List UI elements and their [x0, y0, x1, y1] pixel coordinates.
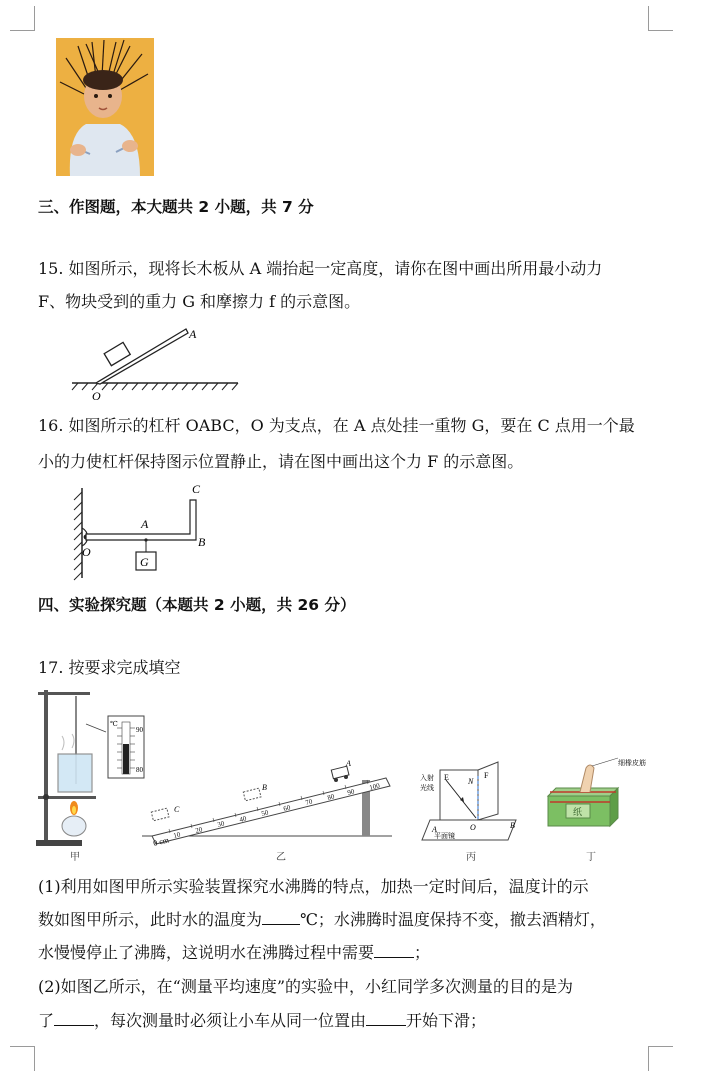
q16-label-g: G: [140, 555, 149, 569]
fig-jia-caption: 甲: [70, 852, 80, 863]
answer-blank-start-state[interactable]: [366, 1011, 406, 1026]
crop-mark-top-right: [648, 6, 673, 31]
fig-yi-label-b: B: [262, 783, 267, 792]
q17-p1-line-3: [38, 943, 430, 963]
q16-text-line-1: 16. 如图所示的杠杆 OABC，O 为支点，在 A 点处挂一重物 G，要在 C 点用一个最: [38, 416, 635, 435]
q17-p1-line-2: [38, 910, 606, 930]
fig-yi-label-c: C: [174, 805, 180, 814]
q16-text-line-2: 小的力使杠杆保持图示位置静止，请在图中画出这个力 F 的示意图。: [38, 452, 524, 471]
fig-bing-mirror: 平面镜: [434, 832, 455, 840]
q17-p1-line-2-a: 数如图甲所示，此时水的温度为: [38, 910, 263, 929]
q17-p2-line-2: [38, 1011, 486, 1031]
ruler-tick-100: 100: [368, 781, 381, 792]
child-static-hair-photo: [56, 38, 154, 176]
ruler-tick-10: 10: [172, 830, 182, 840]
section-4-heading: 四、实验探究题（本题共 2 小题，共 26 分）: [38, 596, 356, 614]
crop-mark-top-left: [10, 6, 35, 31]
answer-blank-boiling-requirement[interactable]: [374, 943, 414, 958]
ruler-tick-40: 40: [238, 814, 248, 824]
fig-bing-label-n: N: [468, 777, 474, 786]
q17-p2-line-2-b: ，每次测量时必须让小车从同一位置由: [94, 1011, 367, 1030]
q17-p1-line-1: (1)利用如图甲所示实验装置探究水沸腾的特点，加热一定时间后，温度计的示: [38, 877, 589, 896]
fig-bing-caption: 丙: [466, 852, 476, 863]
q17-fig-bing-reflection: [416, 756, 528, 864]
q17-p2-line-2-c: 开始下滑；: [406, 1011, 487, 1030]
answer-blank-water-temperature[interactable]: [262, 910, 300, 925]
thermo-label-80: 80: [136, 766, 143, 774]
q15-label-o: O: [92, 389, 101, 402]
answer-blank-purpose[interactable]: [54, 1011, 94, 1026]
ruler-tick-70: 70: [304, 797, 314, 807]
ruler-zero: 0 cm: [152, 835, 170, 848]
ruler-tick-20: 20: [194, 825, 204, 835]
fig-bing-label-a: A: [432, 825, 437, 834]
q16-lever-figure: [66, 480, 216, 582]
ruler-tick-60: 60: [282, 803, 292, 813]
fig-bing-incident-2: 光线: [420, 784, 434, 792]
ruler-tick-50: 50: [260, 808, 270, 818]
fig-bing-label-e: E: [444, 773, 449, 782]
q17-title: 17. 按要求完成填空: [38, 658, 181, 677]
fig-ding-box-label: 纸: [573, 807, 583, 817]
section-3-heading: 三、作图题，本大题共 2 小题，共 7 分: [38, 198, 314, 216]
q15-text-line-2: F、物块受到的重力 G 和摩擦力 f 的示意图。: [38, 292, 361, 311]
fig-bing-label-b: B: [510, 821, 515, 830]
fig-yi-caption: 乙: [276, 852, 286, 863]
q17-fig-jia-boiling-apparatus: [34, 684, 154, 864]
q16-label-o: O: [82, 545, 91, 559]
q17-p1-line-3-b: ；: [414, 943, 431, 962]
fig-bing-label-f: F: [484, 771, 489, 780]
q15-text-line-1: 15. 如图所示，现将长木板从 A 端抬起一定高度，请你在图中画出所用最小动力: [38, 259, 603, 278]
q15-incline-figure: [70, 324, 242, 402]
q16-label-c: C: [192, 482, 201, 496]
fig-yi-label-a: A: [346, 759, 351, 768]
crop-mark-bottom-left: [10, 1046, 35, 1071]
q15-label-a: A: [189, 327, 197, 341]
fig-bing-label-o: O: [470, 823, 476, 832]
q17-fig-yi-incline-ruler: [140, 756, 402, 864]
q17-fig-ding-rubber-band-box: [540, 756, 658, 864]
q17-p1-line-3-a: 水慢慢停止了沸腾，这说明水在沸腾过程中需要: [38, 943, 375, 962]
thermo-label-90: 90: [136, 726, 143, 734]
q17-p2-line-1: (2)如图乙所示，在“测量平均速度”的实验中，小红同学多次测量的目的是为: [38, 977, 574, 996]
fig-ding-caption: 丁: [586, 852, 596, 863]
fig-ding-band-label: 细橡皮筋: [618, 759, 646, 767]
ruler-tick-90: 90: [346, 787, 356, 797]
ruler-tick-80: 80: [326, 792, 336, 802]
fig-bing-incident: 入射: [420, 774, 434, 782]
q17-p2-line-2-a: 了: [38, 1011, 55, 1030]
q16-label-a: A: [141, 517, 149, 531]
ruler-tick-30: 30: [216, 819, 226, 829]
thermo-unit: ℃: [110, 720, 118, 728]
crop-mark-bottom-right: [648, 1046, 673, 1071]
q16-label-b: B: [198, 535, 206, 549]
q17-p1-line-2-b: ℃；水沸腾时温度保持不变，撤去酒精灯，: [300, 910, 606, 929]
